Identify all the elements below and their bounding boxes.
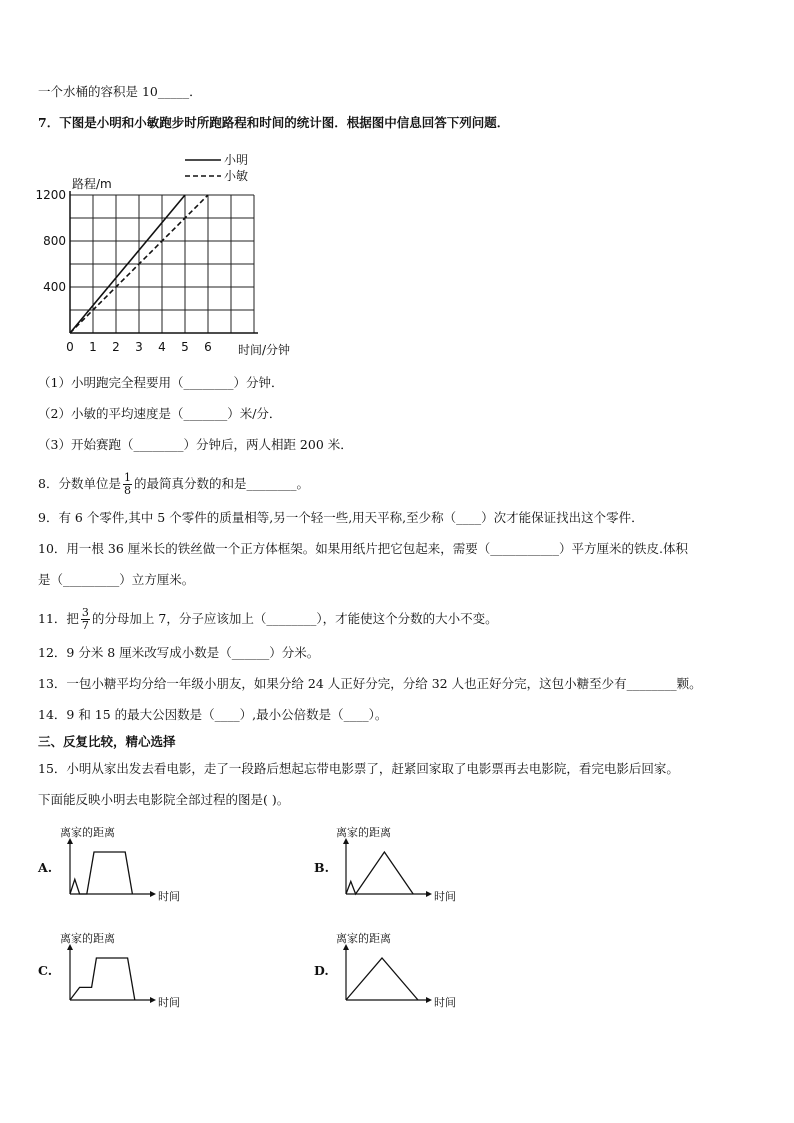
option-series-line xyxy=(70,852,132,894)
y-tick-label: 1200 xyxy=(35,188,66,202)
x-tick-label: 0 xyxy=(66,340,74,354)
section-3-heading: 三、反复比较，精心选择 xyxy=(38,734,176,749)
q13-stem: 13．一包小糖平均分给一年级小朋友，如果分给 24 人正好分完，分给 32 人也正好分完，这包小糖至少有________颗。 xyxy=(38,676,702,691)
option-x-label: 时间 xyxy=(434,996,456,1009)
option-series-line xyxy=(70,958,135,1000)
option-x-arrow xyxy=(426,891,432,897)
option-y-label: 离家的距离 xyxy=(336,826,391,839)
option-c-label: C. xyxy=(38,963,53,978)
q7-stem: 7．下图是小明和小敏跑步时所跑路程和时间的统计图．根据图中信息回答下列问题． xyxy=(38,115,510,130)
q11-prefix: 11．把 xyxy=(38,611,79,626)
x-tick-label: 2 xyxy=(112,340,120,354)
q11-stem xyxy=(38,607,498,632)
option-d-chart xyxy=(334,930,464,1010)
x-tick-label: 5 xyxy=(181,340,189,354)
q11-fraction-num: 3 xyxy=(81,606,89,619)
q7-part1: （1）小明跑完全程要用（________）分钟． xyxy=(38,375,284,390)
q8-fraction xyxy=(123,472,132,497)
distance-time-chart xyxy=(30,150,330,360)
option-x-label: 时间 xyxy=(158,996,180,1009)
y-tick-label: 400 xyxy=(43,280,66,294)
q8-suffix: 的最简真分数的和是________。 xyxy=(133,476,309,491)
option-b-chart xyxy=(334,824,464,904)
q15-stem-b: 下面能反映小明去电影院全部过程的图是( )。 xyxy=(38,792,290,807)
q15-stem-a: 15．小明从家出发去看电影，走了一段路后想起忘带电影票了，赶紧回家取了电影票再去电影院，看完电影后回家。 xyxy=(38,761,679,776)
q10-stem-b: 是（_________）立方厘米。 xyxy=(38,572,195,587)
option-y-label: 离家的距离 xyxy=(60,826,115,839)
x-tick-label: 6 xyxy=(204,340,212,354)
legend-entry: 小明 xyxy=(224,153,249,167)
option-d-label: D. xyxy=(314,963,329,978)
x-tick-label: 4 xyxy=(158,340,166,354)
q7-part3: （3）开始赛跑（________）分钟后，两人相距 200 米． xyxy=(38,437,353,452)
q11-suffix: 的分母加上 7，分子应该加上（________），才能使这个分数的大小不变。 xyxy=(91,611,498,626)
option-x-arrow xyxy=(150,997,156,1003)
y-axis-label: 路程/m xyxy=(72,177,112,191)
q14-stem: 14．9 和 15 的最大公因数是（____）,最小公倍数是（____）。 xyxy=(38,707,388,722)
option-y-label: 离家的距离 xyxy=(60,932,115,945)
option-x-label: 时间 xyxy=(158,890,180,903)
option-series-line xyxy=(346,852,413,894)
x-axis-label: 时间/分钟 xyxy=(238,343,291,357)
option-c-chart xyxy=(58,930,188,1010)
option-x-arrow xyxy=(150,891,156,897)
q11-fraction-den: 7 xyxy=(81,619,89,632)
option-series-line xyxy=(346,958,418,1000)
q6-tail: 一个水桶的容积是 10_____． xyxy=(38,84,202,99)
q7-part2: （2）小敏的平均速度是（_______）米/分． xyxy=(38,406,282,421)
option-a-chart xyxy=(58,824,188,904)
q9-stem: 9．有 6 个零件,其中 5 个零件的质量相等,另一个轻一些,用天平称,至少称（____）次才能保证找出这个零件． xyxy=(38,510,644,525)
x-tick-label: 3 xyxy=(135,340,143,354)
option-a-label: A. xyxy=(38,860,53,875)
q10-stem-a: 10．用一根 36 厘米长的铁丝做一个正方体框架。如果用纸片把它包起来，需要（___________）平方厘米的铁皮.体积 xyxy=(38,541,688,556)
option-b-label: B. xyxy=(314,860,329,875)
legend-entry: 小敏 xyxy=(224,169,249,183)
q8-stem xyxy=(38,472,309,497)
q8-fraction-den: 8 xyxy=(123,484,131,497)
q8-prefix: 8．分数单位是 xyxy=(38,476,121,491)
option-x-label: 时间 xyxy=(434,890,456,903)
option-y-label: 离家的距离 xyxy=(336,932,391,945)
q12-stem: 12．9 分米 8 厘米改写成小数是（______）分米。 xyxy=(38,645,320,660)
x-tick-label: 1 xyxy=(89,340,97,354)
option-x-arrow xyxy=(426,997,432,1003)
y-tick-label: 800 xyxy=(43,234,66,248)
q8-fraction-num: 1 xyxy=(123,471,131,484)
q11-fraction xyxy=(81,607,90,632)
